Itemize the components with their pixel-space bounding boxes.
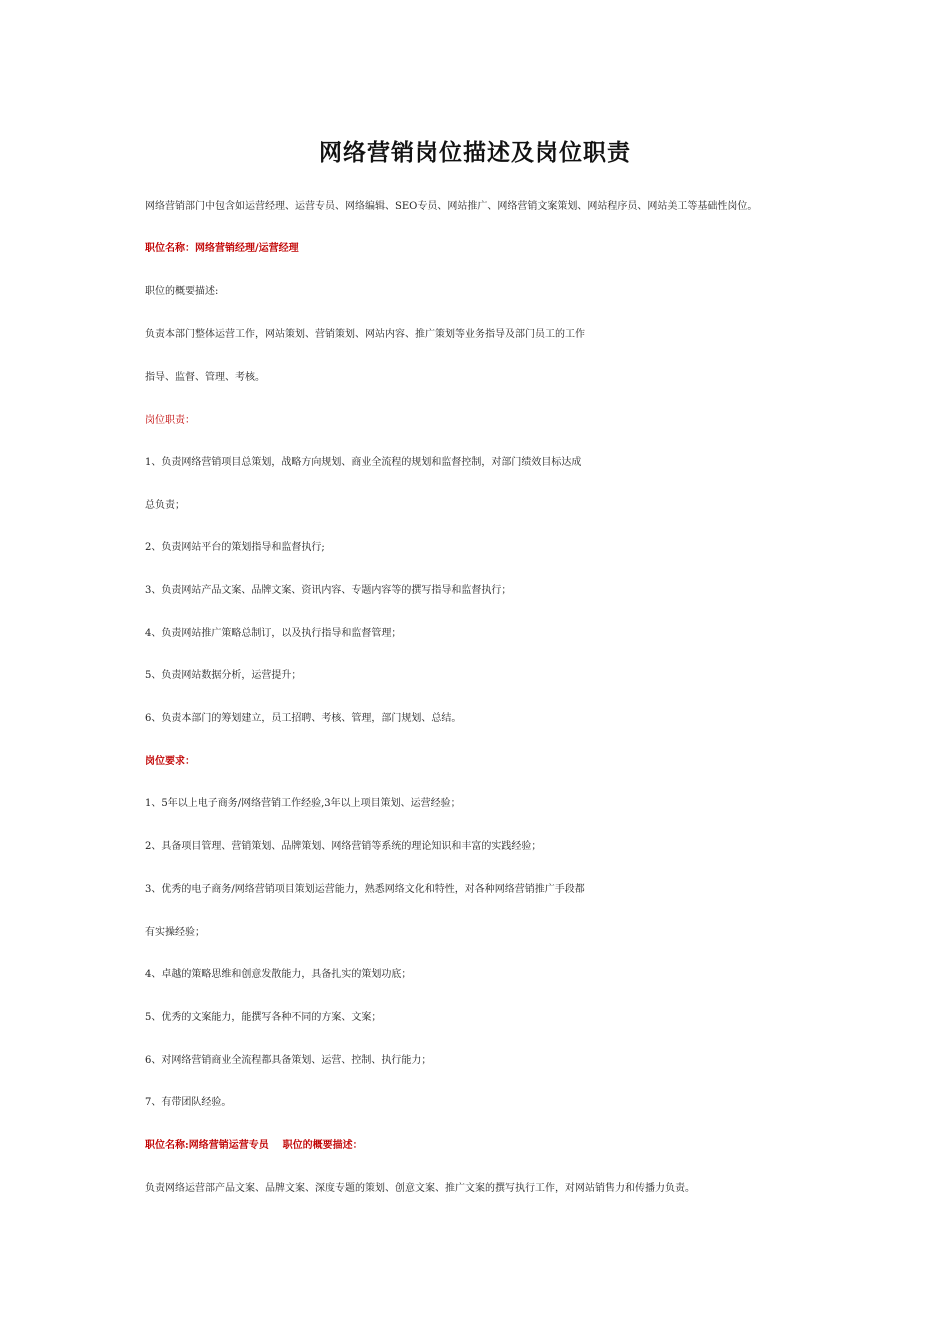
job-title-heading-specialist: 职位名称:网络营销运营专员 职位的概要描述： [145,1140,363,1151]
job-title-heading-manager: 职位名称：网络营销经理/运营经理 [145,243,299,254]
summary-text-line: 指导、监督、管理、考核。 [145,372,265,383]
requirement-item-continuation: 有实操经验； [145,927,205,938]
requirement-item: 6、对网络营销商业全流程都具备策划、运营、控制、执行能力； [145,1055,432,1066]
duty-item: 2、负责网站平台的策划指导和监督执行; [145,542,325,553]
specialist-summary-text: 负责网络运营部产品文案、品牌文案、深度专题的策划、创意文案、推广文案的撰写执行工作，对网站销售力和传播力负责。 [145,1183,695,1194]
requirement-item: 1、5年以上电子商务/网络营销工作经验,3年以上项目策划、运营经验； [145,798,461,809]
intro-paragraph: 网络营销部门中包含如运营经理、运营专员、网络编辑、SEO专员、网站推广、网络营销文案策划、网站程序员、网站美工等基础性岗位。 [145,201,758,212]
requirement-item: 2、具备项目管理、营销策划、品牌策划、网络营销等系统的理论知识和丰富的实践经验； [145,841,542,852]
duty-item: 5、负责网站数据分析，运营提升； [145,670,302,681]
requirements-heading: 岗位要求： [145,756,195,767]
requirement-item: 5、优秀的文案能力，能撰写各种不同的方案、文案； [145,1012,382,1023]
duty-item: 6、负责本部门的筹划建立，员工招聘、考核、管理，部门规划、总结。 [145,713,462,724]
duty-item: 4、负责网站推广策略总制订，以及执行指导和监督管理； [145,628,402,639]
duties-heading: 岗位职责： [145,415,195,426]
requirement-item: 7、有带团队经验。 [145,1097,232,1108]
requirement-item: 3、优秀的电子商务/网络营销项目策划运营能力，熟悉网络文化和特性，对各种网络营销推广手段都 [145,884,585,895]
summary-label: 职位的概要描述: [145,286,219,297]
duty-item: 3、负责网站产品文案、品牌文案、资讯内容、专题内容等的撰写指导和监督执行； [145,585,512,596]
document-title: 网络营销岗位描述及岗位职责 [319,139,631,166]
duty-item-continuation: 总负责； [145,500,185,511]
summary-text-line: 负责本部门整体运营工作，网站策划、营销策划、网站内容、推广策划等业务指导及部门员工的工作 [145,329,585,340]
requirement-item: 4、卓越的策略思维和创意发散能力，具备扎实的策划功底； [145,969,412,980]
duty-item: 1、负责网络营销项目总策划，战略方向规划、商业全流程的规划和监督控制，对部门绩效目标达成 [145,457,582,468]
